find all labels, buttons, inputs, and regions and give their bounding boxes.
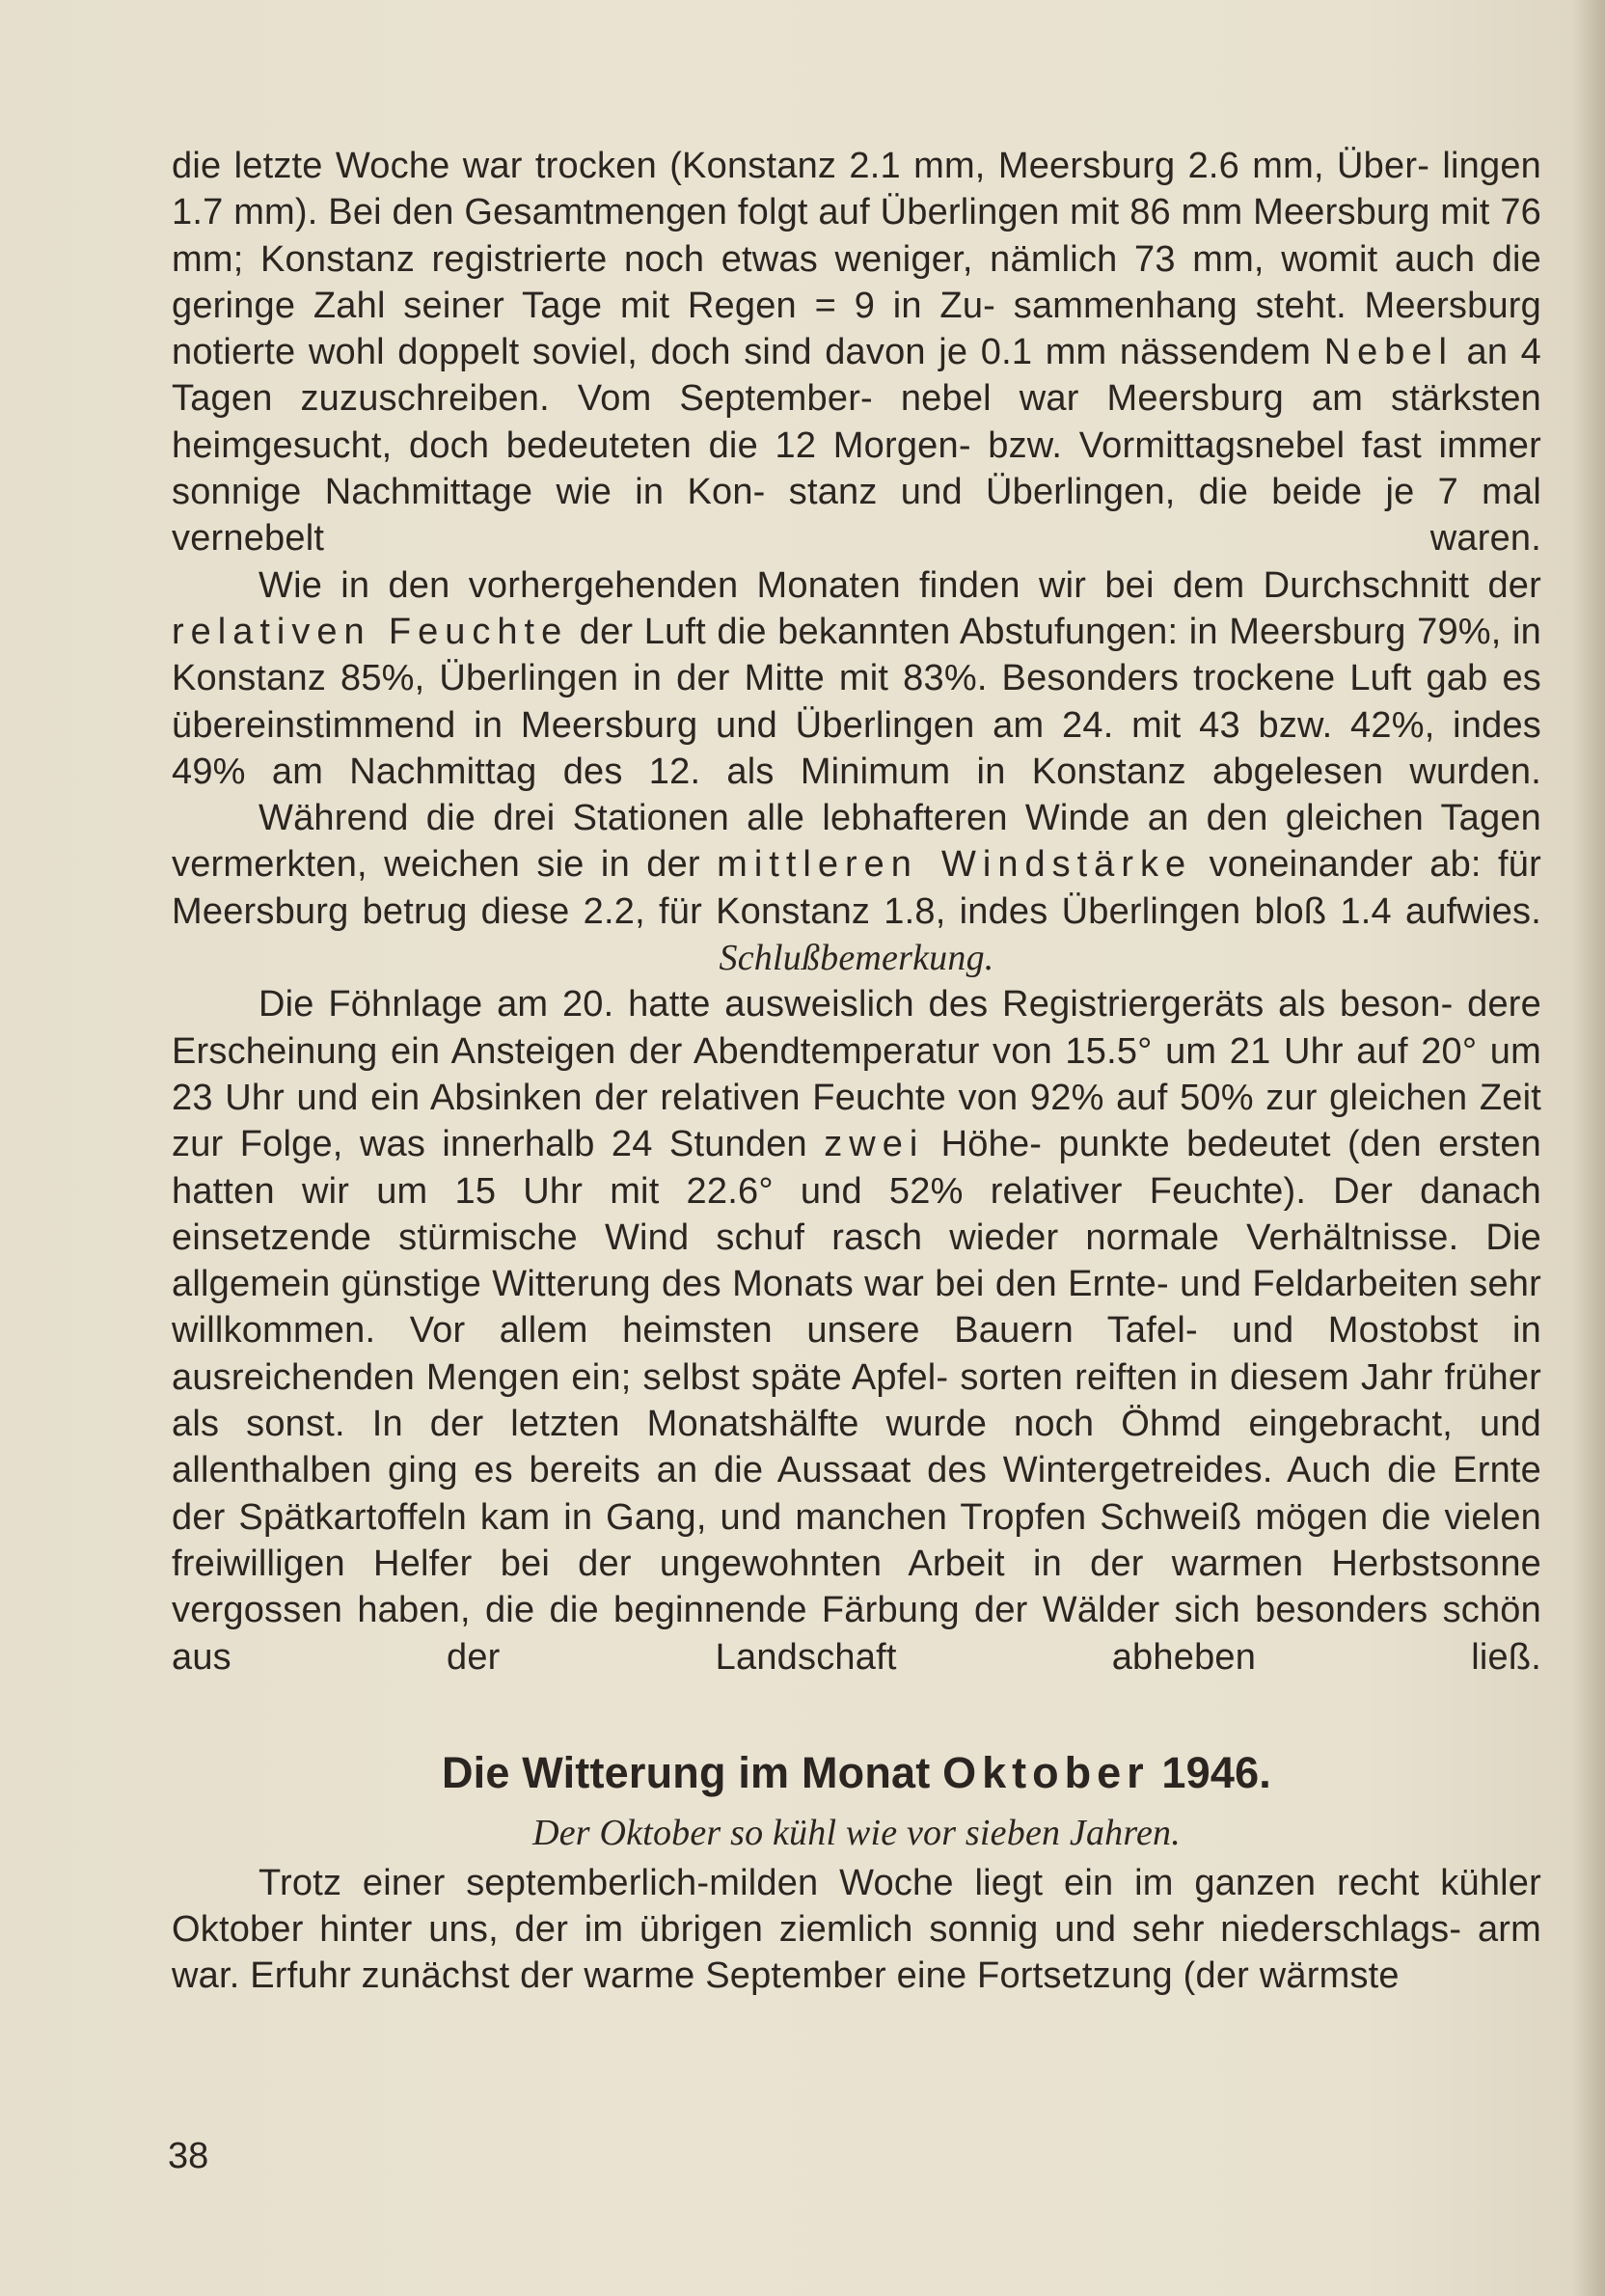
- page-number: 38: [168, 2136, 209, 2176]
- text-line: sammenhang steht. Meersburg notierte wohl doppelt soviel, doch sind davon: [172, 285, 1541, 373]
- text-line: Meersburg mit 76 mm; Konstanz registrierte noch etwas weniger, nämlich: [172, 192, 1541, 280]
- text-line: der: [1487, 564, 1541, 606]
- text-line: Tagen vermerkten, weichen sie in der: [172, 798, 1541, 886]
- article-title-year: 1946.: [1161, 1747, 1272, 1797]
- text-line: Tropfen Schweiß mögen die vielen freiwilligen Helfer bei der ungewohnten: [172, 1496, 1541, 1584]
- text-line: abgelesen wurden.: [1212, 751, 1541, 792]
- article-title: [172, 1746, 1541, 1800]
- paragraph-wind: [172, 795, 1541, 935]
- paragraph-closing-remarks: [172, 981, 1541, 1680]
- text-line: bzw. 42%, indes 49% am Nachmittag des 12. als Minimum in Konstanz: [172, 704, 1542, 792]
- text-line: Färbung der Wälder sich besonders schön aus der Landschaft abheben ließ.: [172, 1590, 1541, 1678]
- text-line: Morgen- bzw. Vormittagsnebel fast immer sonnige Nachmittage wie in Kon-: [172, 424, 1541, 513]
- text-line: 79%, in Konstanz 85%, Überlingen in der Mitte mit 83%. Besonders trockene: [172, 611, 1542, 699]
- emphasized-term: Nebel: [1323, 332, 1454, 373]
- text-line: an 4 Tagen zuzuschreiben. Vom September-: [172, 332, 1542, 420]
- text-line: je 0.1 mm nässendem: [939, 332, 1312, 373]
- article-subtitle: Der Oktober so kühl wie vor sieben Jahren.: [532, 1812, 1181, 1853]
- paragraph-precipitation: [172, 143, 1541, 562]
- text-line: 50% zur gleichen Zeit zur Folge, was innerhalb 24 Stunden: [172, 1077, 1541, 1165]
- page-text: [172, 143, 1541, 2000]
- text-line: Oktober hinter uns, der im übrigen ziemlich sonnig und sehr niederschlags-: [172, 1909, 1462, 1951]
- text-line: die letzte Woche war trocken (Konstanz 2.1 mm, Meersburg 2.6 mm, Über-: [172, 146, 1430, 186]
- text-line: stanz und Überlingen, die beide je 7 mal vernebelt waren.: [172, 472, 1541, 560]
- page-edge-shadow: [1572, 0, 1605, 2296]
- text-line: der Luft die bekannten Abstufungen: in Meersburg: [579, 611, 1406, 652]
- text-line: relativer Feuchte). Der danach einsetzende stürmische Wind schuf rasch wieder: [172, 1170, 1541, 1258]
- paragraph-humidity: [172, 562, 1541, 795]
- section-heading: Schlußbemerkung.: [719, 938, 994, 979]
- emphasized-term: zwei: [824, 1124, 925, 1165]
- text-line: Arbeit in der warmen Herbstsonne vergossen haben, die die beginnende: [172, 1543, 1541, 1631]
- text-line: Während die drei Stationen alle lebhafteren Winde an den gleichen: [258, 798, 1424, 839]
- text-line: 73 mm, womit auch die geringe Zahl seiner Tage mit Regen = 9 in Zu-: [172, 238, 1541, 326]
- text-line: auf 20° um 23 Uhr und ein Absinken der relativen Feuchte von 92% auf: [172, 1030, 1541, 1118]
- text-line: Trotz einer septemberlich-milden Woche liegt ein im ganzen recht kühler: [258, 1862, 1541, 1903]
- text-line: den Ernte- und Feldarbeiten sehr willkommen. Vor allem heimsten unsere: [172, 1264, 1541, 1352]
- text-line: Wie in den vorhergehenden Monaten finden wir bei dem Durchschnitt: [258, 564, 1470, 606]
- emphasized-term: relativen Feuchte: [172, 611, 569, 652]
- text-line: Bauern Tafel- und Mostobst in ausreichenden Mengen ein; selbst späte Apfel-: [172, 1310, 1541, 1398]
- emphasized-term: mittleren Windstärke: [717, 844, 1193, 886]
- text-line: Wintergetreides. Auch die Ernte der Spätkartoffeln kam in Gang, und manchen: [172, 1450, 1542, 1538]
- text-line: 1.4 aufwies.: [1340, 890, 1541, 932]
- text-line: lingen 1.7 mm). Bei den Gesamtmengen folgt auf Überlingen mit 86 mm: [172, 146, 1541, 233]
- text-line: nebel war Meersburg am stärksten heimgesucht, doch bedeuteten die 12: [172, 378, 1541, 466]
- text-line: noch Öhmd eingebracht, und allenthalben ging es bereits an die Aussaat des: [172, 1404, 1542, 1491]
- text-line: normale Verhältnisse. Die allgemein günstige Witterung des Monats war bei: [172, 1216, 1541, 1305]
- paragraph-october-intro: [172, 1860, 1541, 2000]
- article-title-month: Oktober: [942, 1747, 1150, 1797]
- text-line: ab: für Meersburg betrug diese 2.2, für Konstanz 1.8, indes Überlingen bloß: [172, 844, 1541, 932]
- text-line: Höhe-: [940, 1124, 1043, 1165]
- text-line: sorten reiften in diesem Jahr früher als sonst. In der letzten Monatshälfte wurde: [172, 1356, 1542, 1445]
- text-line: voneinander: [1209, 844, 1413, 886]
- text-line: dere Erscheinung ein Ansteigen der Abendtemperatur von 15.5° um 21 Uhr: [172, 984, 1541, 1072]
- text-line: punkte bedeutet (den ersten hatten wir um 15 Uhr mit 22.6° und 52%: [172, 1124, 1542, 1212]
- text-line: Die Föhnlage am 20. hatte ausweislich des Registriergeräts als beson-: [258, 984, 1454, 1025]
- article-title-start: Die Witterung im Monat: [441, 1747, 931, 1797]
- text-line: arm war. Erfuhr zunächst der warme September eine Fortsetzung (der wärmste: [172, 1909, 1541, 1997]
- text-line: Luft gab es übereinstimmend in Meersburg und Überlingen am 24. mit 43: [172, 658, 1541, 746]
